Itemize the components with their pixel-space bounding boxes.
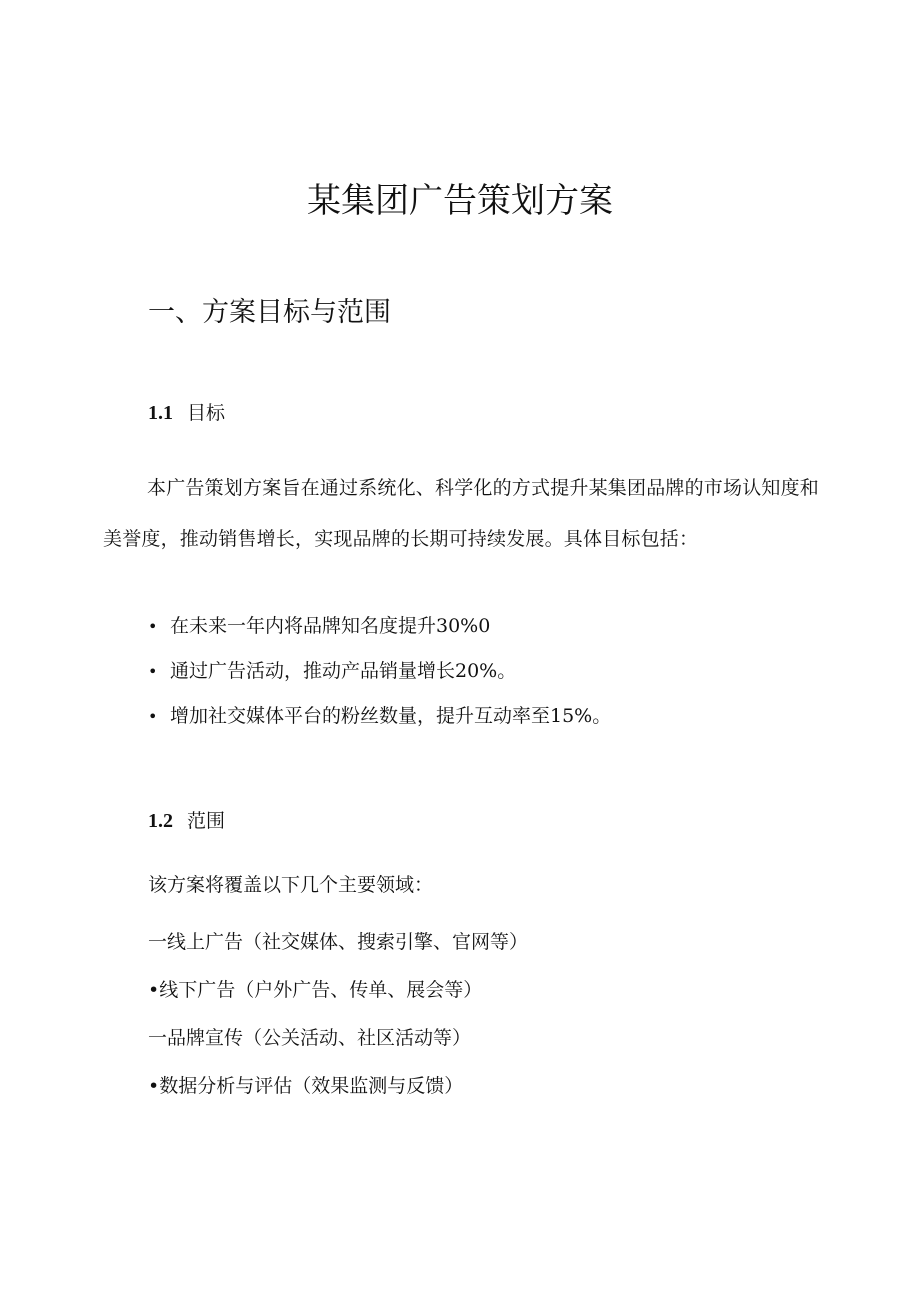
subsection-label: 目标 <box>187 402 226 424</box>
goals-bullet-list <box>148 604 611 739</box>
list-item: 一线上广告（社交媒体、搜索引擎、官网等） <box>148 931 529 953</box>
bullet-icon: • <box>148 617 158 636</box>
subsection-label: 范围 <box>187 810 226 832</box>
bullet-text: 通过广告活动，推动产品销量增长20%。 <box>170 660 517 682</box>
list-item <box>148 694 611 739</box>
bullet-text: 增加社交媒体平台的粉丝数量，提升互动率至15%。 <box>170 705 612 727</box>
list-item <box>148 604 611 649</box>
scope-intro: 该方案将覆盖以下几个主要领域： <box>148 874 434 896</box>
section-heading-goals-scope: 一、方案目标与范围 <box>148 297 391 328</box>
bullet-icon: • <box>148 707 158 726</box>
subsection-heading-scope <box>148 806 225 836</box>
list-item: •线下广告（户外广告、传单、展会等） <box>148 979 483 1001</box>
goals-paragraph: 本广告策划方案旨在通过系统化、科学化的方式提升某集团品牌的市场认知度和美誉度，推动销售增长，实现品牌的长期可持续发展。具体目标包括： <box>103 477 820 550</box>
bullet-icon: • <box>148 662 158 681</box>
list-item <box>148 649 611 694</box>
list-item: 一品牌宣传（公关活动、社区活动等） <box>148 1027 472 1049</box>
scope-list <box>148 918 528 1110</box>
bullet-text: 在未来一年内将品牌知名度提升30%0 <box>170 615 491 637</box>
subsection-heading-goals <box>148 398 225 428</box>
subsection-number: 1.1 <box>148 402 173 424</box>
list-item: •数据分析与评估（效果监测与反馈） <box>148 1075 464 1097</box>
subsection-number: 1.2 <box>148 810 173 832</box>
document-title: 某集团广告策划方案 <box>307 181 613 221</box>
